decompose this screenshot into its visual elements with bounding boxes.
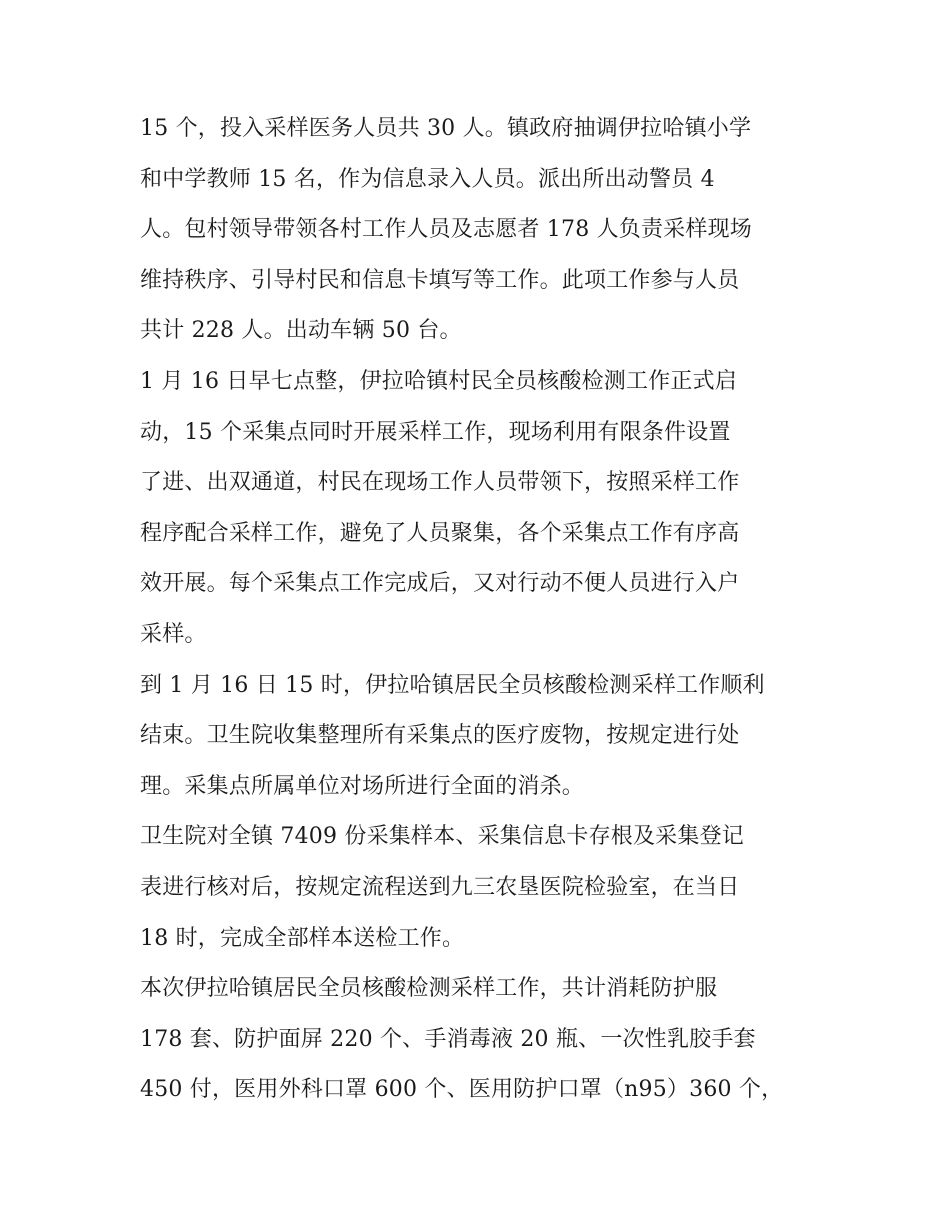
text-line: 人。包村领导带领各村工作人员及志愿者 178 人负责采样现场 bbox=[140, 217, 752, 243]
text-line: 维持秩序、引导村民和信息卡填写等工作。此项工作参与人员 bbox=[140, 267, 740, 293]
text-line: 卫生院对全镇 7409 份采集样本、采集信息卡存根及采集登记 bbox=[140, 824, 744, 850]
text-line: 效开展。每个采集点工作完成后，又对行动不便人员进行入户 bbox=[140, 571, 740, 597]
text-line: 采样。 bbox=[140, 621, 207, 647]
text-line: 1 月 16 日早七点整，伊拉哈镇村民全员核酸检测工作正式启 bbox=[140, 368, 737, 394]
text-line: 理。采集点所属单位对场所进行全面的消杀。 bbox=[140, 773, 585, 799]
text-line: 了进、出双通道，村民在现场工作人员带领下，按照采样工作 bbox=[140, 470, 740, 496]
text-line: 18 时，完成全部样本送检工作。 bbox=[140, 925, 465, 951]
text-line: 450 付，医用外科口罩 600 个、医用防护口罩（n95）360 个， bbox=[140, 1077, 784, 1103]
text-line: 共计 228 人。出动车辆 50 台。 bbox=[140, 318, 462, 344]
text-line: 程序配合采样工作，避免了人员聚集，各个采集点工作有序高 bbox=[140, 520, 740, 546]
text-line: 结束。卫生院收集整理所有采集点的医疗废物，按规定进行处 bbox=[140, 723, 740, 749]
text-line: 和中学教师 15 名，作为信息录入人员。派出所出动警员 4 bbox=[140, 166, 715, 192]
text-line: 动，15 个采集点同时开展采样工作，现场利用有限条件设置 bbox=[140, 419, 731, 445]
text-line: 15 个，投入采样医务人员共 30 人。镇政府抽调伊拉哈镇小学 bbox=[140, 116, 752, 141]
text-line: 本次伊拉哈镇居民全员核酸检测采样工作，共计消耗防护服 bbox=[140, 976, 718, 1002]
text-line: 到 1 月 16 日 15 时，伊拉哈镇居民全员核酸检测采样工作顺利 bbox=[140, 672, 765, 698]
document-body bbox=[140, 104, 820, 1116]
text-line: 表进行核对后，按规定流程送到九三农垦医院检验室，在当日 bbox=[140, 874, 740, 900]
text-line: 178 套、防护面屏 220 个、手消毒液 20 瓶、一次性乳胶手套 bbox=[140, 1026, 756, 1052]
